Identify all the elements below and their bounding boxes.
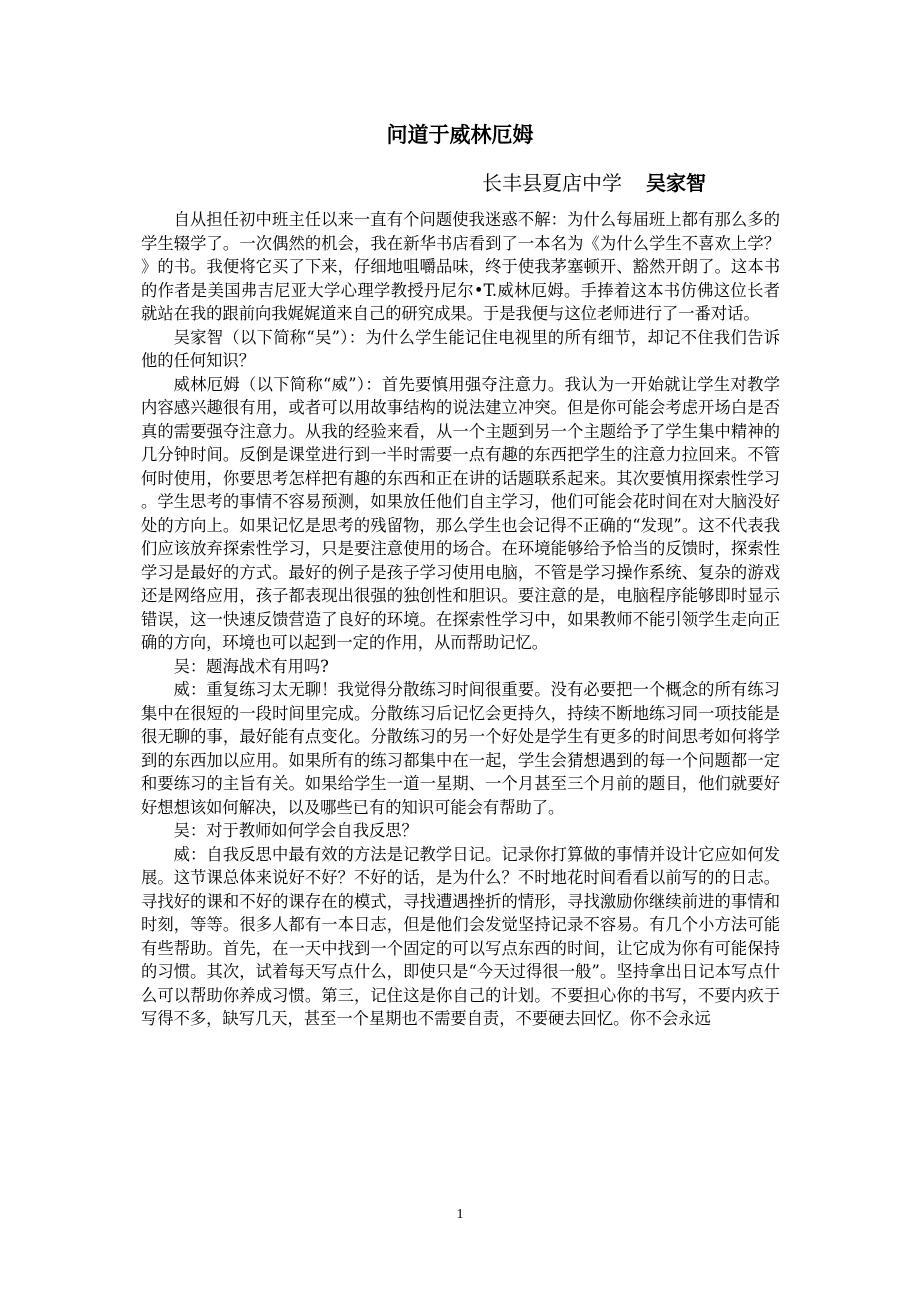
paragraph-question-2: 吴：题海战术有用吗? [173, 656, 329, 676]
paragraph-intro: 自从担任初中班主任以来一直有个问题使我迷惑不解：为什么每届班上都有那么多的学生辍学了。一次偶然的机会，我在新华书店看到了一本名为《为什么学生不喜欢上学？》的书。我便将它买了下来，仔细地咀嚼品味，终于使我茅塞顿开、豁然开朗了。这本书的作者是美国弗吉尼亚大学心理学教授丹尼尔•T.威林厄姆。手捧着这本书仿佛这位长者就站在我的跟前向我娓娓道来自己的研究成果。于是我便与这位老师进行了一番对话。 [141, 210, 780, 323]
paragraph-question-3: 吴：对于教师如何学会自我反思？ [173, 821, 418, 840]
paragraph-answer-1: 威林厄姆（以下简称“威”）：首先要慎用强夺注意力。我认为一开始就让学生对教学内容感兴趣很有用，或者可以用故事结构的说法建立冲突。但是你可能会考虑开场白是否真的需要强夺注意力。从我的经验来看，从一个主题到另一个主题给予了学生集中精神的几分钟时间。反倒是课堂进行到一半时需要一点有趣的东西把学生的注意力拉回来。不管何时使用，你要思考怎样把有趣的东西和正在讲的话题联系起来。其次要慎用探索性学习。学生思考的事情不容易预测，如果放任他们自主学习，他们可能会花时间在对大脑没好处的方向上。如果记忆是思考的残留物，那么学生也会记得不正确的“发现”。这不代表我们应该放弃探索性学习，只是要注意使用的场合。在环境能够给予恰当的反馈时，探索性学习是最好的方式。最好的例子是孩子学习使用电脑，不管是学习操作系统、复杂的游戏还是网络应用，孩子都表现出很强的独创性和胆识。要注意的是，电脑程序能够即时显示错误，这一快速反馈营造了良好的环境。在探索性学习中，如果教师不能引领学生走向正确的方向，环境也可以起到一定的作用，从而帮助记忆。 [141, 374, 780, 652]
paragraph-answer-2: 威：重复练习太无聊！我觉得分散练习时间很重要。没有必要把一个概念的所有练习集中在很短的一段时间里完成。分散练习后记忆会更持久，持续不断地练习同一项技能是很无聊的事，最好能有点变化。分散练习的另一个好处是学生有更多的时间思考如何将学到的东西加以应用。如果所有的练习都集中在一起，学生会猜想遇到的每一个问题都一定和要练习的主旨有关。如果给学生一道一星期、一个月甚至三个月前的题目，他们就要好好想想该如何解决，以及哪些已有的知识可能会有帮助了。 [141, 680, 780, 817]
document-title: 问道于威林厄姆 [386, 123, 534, 147]
paragraph-answer-3: 威：自我反思中最有效的方法是记教学日记。记录你打算做的事情并设计它应如何发展。这节课总体来说好不好？不好的话，是为什么？不时地花时间看看以前写的的日志。寻找好的课和不好的课存在的模式，寻找遭遇挫折的情形，寻找激励你继续前进的事情和时刻，等等。很多人都有一本日志，但是他们会发觉坚持记录不容易。有几个小方法可能有些帮助。首先，在一天中找到一个固定的可以写点东西的时间，让它成为你有可能保持的习惯。其次，试着每天写点什么，即使只是“今天过得很一般”。坚持拿出日记本写点什么可以帮助你养成习惯。第三，记住这是你自己的计划。不要担心你的书写，不要内疚于写得不多，缺写几天，甚至一个星期也不需要自责，不要硬去回忆。你不会永远 [141, 844, 780, 1028]
author-line [0, 168, 920, 198]
author-name: 吴家智 [646, 171, 706, 195]
page-number: 1 [456, 1207, 464, 1222]
author-organization: 长丰县夏店中学 [482, 171, 622, 195]
article-body [141, 208, 780, 1031]
paragraph-question-1: 吴家智（以下简称“吴”）：为什么学生能记住电视里的所有细节，却记不住我们告诉他的任何知识？ [141, 327, 780, 370]
